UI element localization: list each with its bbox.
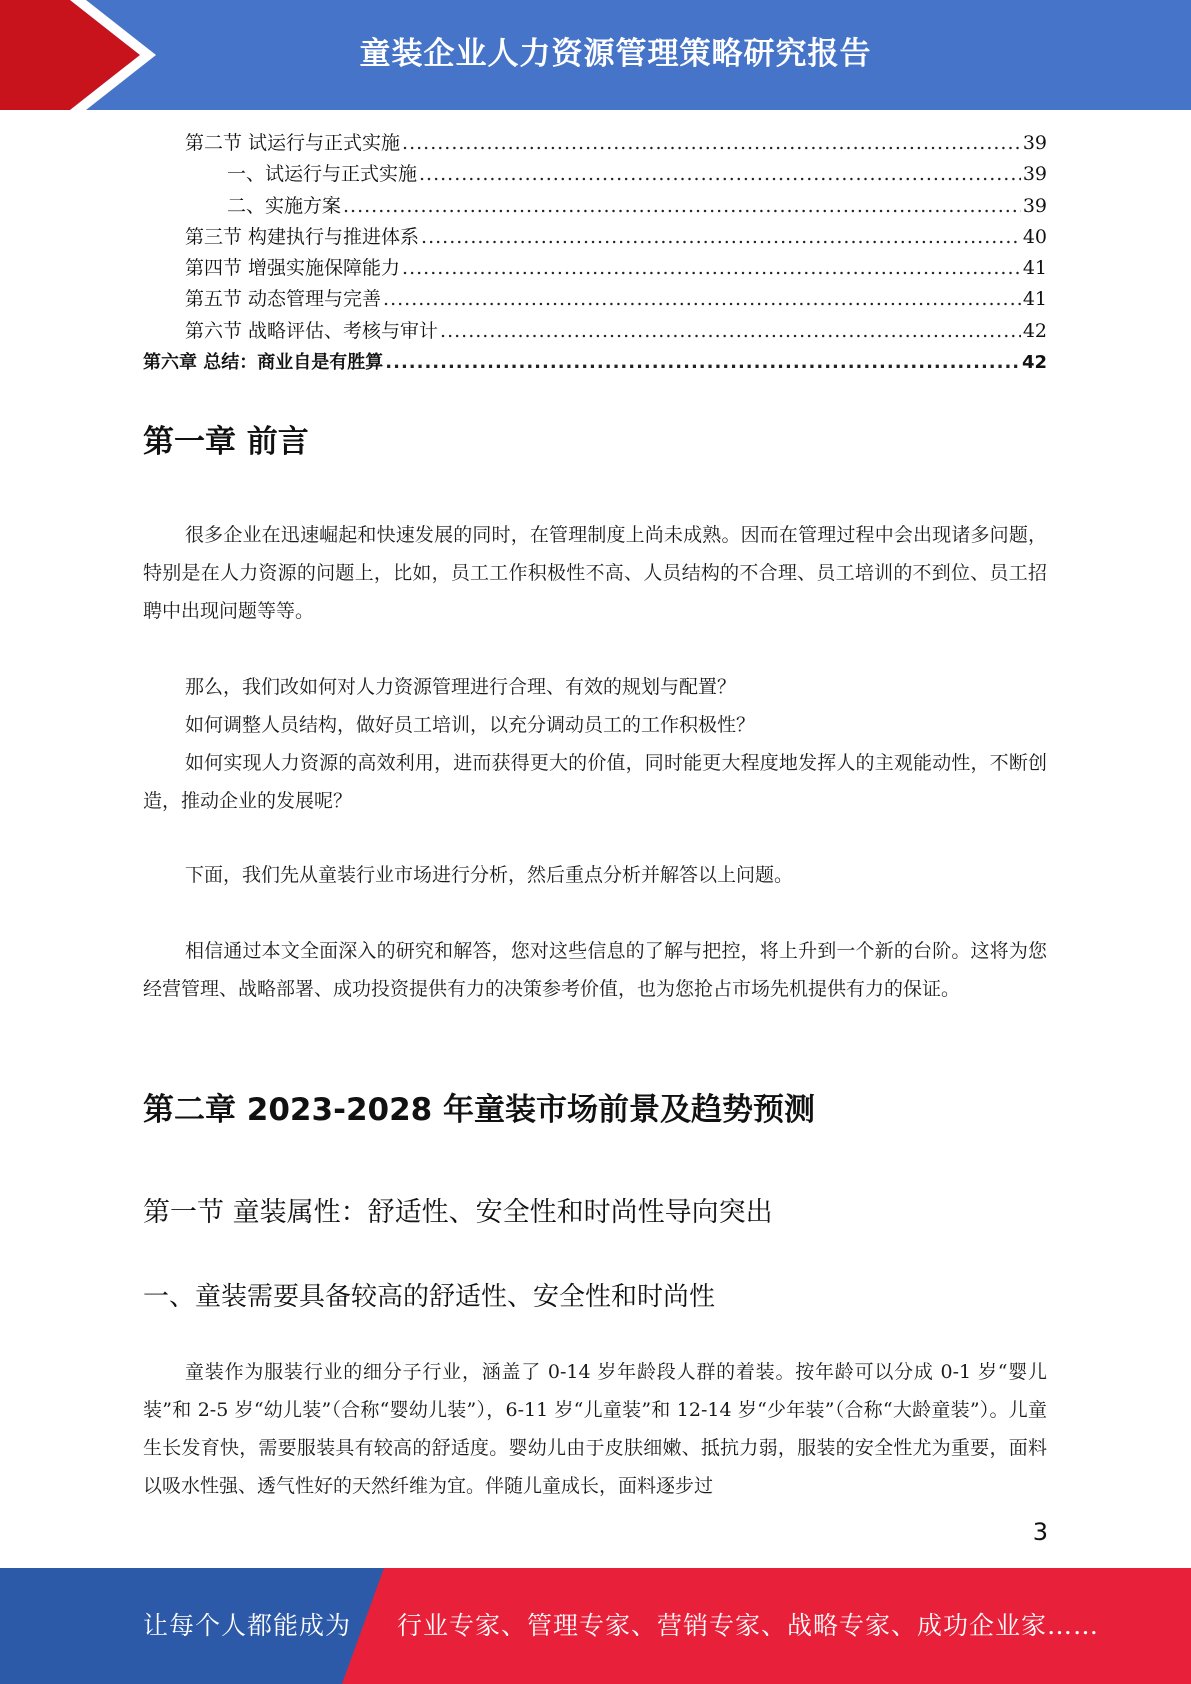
toc-entry-chapter[interactable] [143,347,1047,378]
paragraph: 那么，我们改如何对人力资源管理进行合理、有效的规划与配置？ [185,676,737,698]
toc-entry-label: 第六章 总结：商业自是有胜算 [143,352,384,374]
chapter-2-heading: 第二章 2023-2028 年童装市场前景及趋势预测 [143,1092,816,1128]
toc-entry-label: 第二节 试运行与正式实施 [185,132,401,154]
toc-leader-dots [421,222,1021,253]
toc-leader-dots [385,347,1020,378]
paragraph: 童装作为服装行业的细分子行业，涵盖了 0-14 岁年龄段人群的着装。按年龄可以分成 0-1 岁“婴儿装”和 2-5 岁“幼儿装”（合称“婴幼儿装”），6-11 岁“儿童装”和 12-14 岁“少年装”（合称“大龄童装”）。儿童生长发育快，需要服装具有较高的舒适度。婴幼儿由于皮肤细嫩、抵抗力弱，服装的安全性尤为重要，面料以吸水性强、透气性好的天然纤维为宜。伴随儿童成长，面料逐步过 [143,1361,1047,1497]
toc-entry-page: 42 [1021,352,1047,374]
toc-entry[interactable] [143,191,1047,222]
paragraph: 很多企业在迅速崛起和快速发展的同时，在管理制度上尚未成熟。因而在管理过程中会出现诸多问题，特别是在人力资源的问题上，比如，员工工作积极性不高、人员结构的不合理、员工培训的不到位、员工招聘中出现问题等等。 [143,524,1047,622]
toc-entry[interactable] [143,316,1047,347]
toc-entry-label: 第三节 构建执行与推进体系 [185,225,420,248]
toc-entry[interactable] [143,284,1047,315]
toc-entry-label: 第六节 战略评估、考核与审计 [185,319,439,342]
chapter-1-heading: 第一章 前言 [143,424,309,460]
toc-entry-label: 第五节 动态管理与完善 [185,288,382,311]
toc-entry-label: 二、实施方案 [227,194,342,217]
paragraph: 如何调整人员结构，做好员工培训，以充分调动员工的工作积极性？ [185,714,756,736]
toc-leader-dots [402,128,1021,159]
toc-entry-label: 一、试运行与正式实施 [227,163,418,186]
paragraph: 如何实现人力资源的高效利用，进而获得更大的价值，同时能更大程度地发挥人的主观能动性，不断创造，推动企业的发展呢？ [143,752,1047,812]
toc-leader-dots [383,284,1021,315]
report-title: 童装企业人力资源管理策略研究报告 [359,36,872,72]
toc-leader-dots [343,191,1021,222]
toc-entry-page: 42 [1022,319,1047,342]
toc-entry[interactable] [143,253,1047,284]
toc-leader-dots [419,159,1021,190]
paragraph: 相信通过本文全面深入的研究和解答，您对这些信息的了解与把控，将上升到一个新的台阶。这将为您经营管理、战略部署、成功投资提供有力的决策参考价值，也为您抢占市场先机提供有力的保证。 [143,940,1047,1000]
report-header [0,0,1191,110]
paragraph: 下面，我们先从童装行业市场进行分析，然后重点分析并解答以上问题。 [185,864,794,886]
toc-entry-label: 第四节 增强实施保障能力 [185,257,401,280]
toc-entry[interactable] [143,128,1047,159]
toc-entry[interactable] [143,159,1047,190]
toc-leader-dots [402,253,1021,284]
footer-slogan-left: 让每个人都能成为 [143,1611,352,1640]
section-heading: 第一节 童装属性：舒适性、安全性和时尚性导向突出 [143,1197,773,1228]
toc-entry-page: 39 [1022,194,1047,217]
toc-entry-page: 39 [1022,163,1047,186]
report-footer [0,1568,1191,1684]
toc-entry-page: 39 [1022,132,1047,154]
toc-entry-page: 40 [1022,225,1047,248]
toc-leader-dots [440,316,1021,347]
toc-entry-page: 41 [1022,288,1047,311]
table-of-contents [143,128,1047,378]
subsection-heading: 一、童装需要具备较高的舒适性、安全性和时尚性 [143,1282,716,1312]
toc-entry-page: 41 [1022,257,1047,280]
footer-slogan-right: 行业专家、管理专家、营销专家、战略专家、成功企业家…… [397,1611,1100,1640]
toc-entry[interactable] [143,222,1047,253]
page-number: 3 [1032,1518,1048,1546]
